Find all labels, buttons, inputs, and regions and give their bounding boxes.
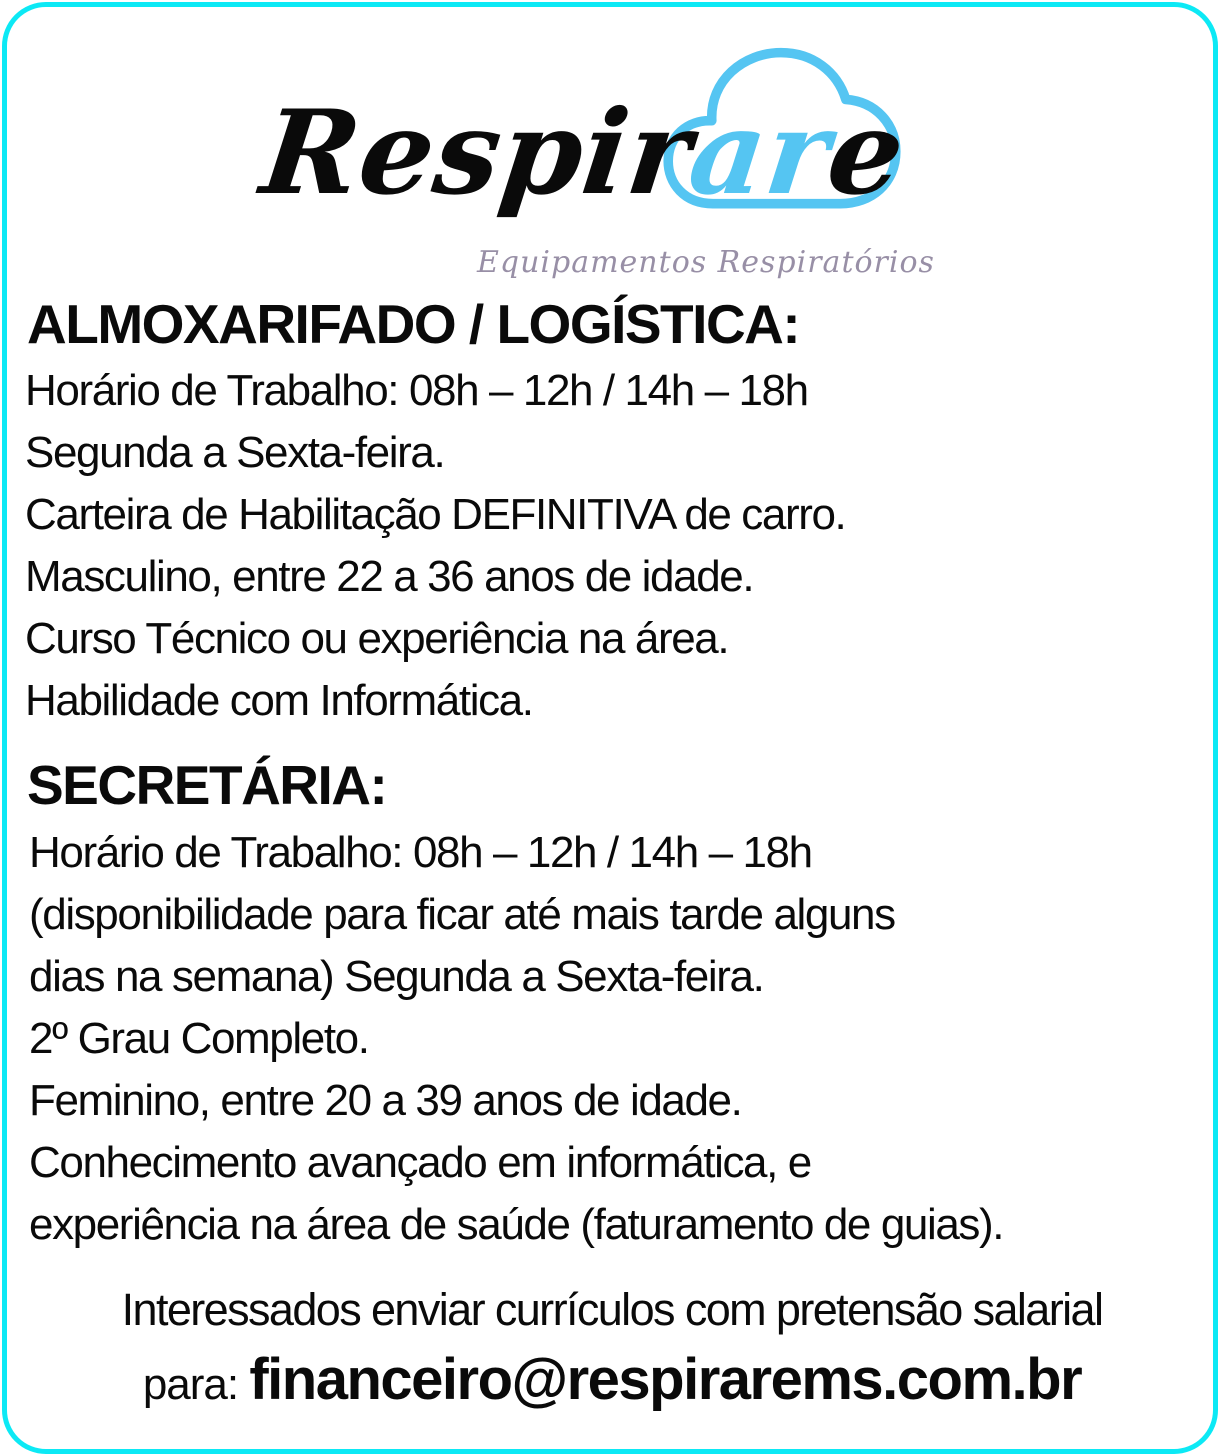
job-detail-line: Habilidade com Informática. xyxy=(25,676,533,726)
brand-wordmark xyxy=(254,85,913,221)
job-detail-line: 2º Grau Completo. xyxy=(29,1013,369,1063)
job-detail-line: Horário de Trabalho: 08h – 12h / 14h – 18h xyxy=(29,827,812,877)
footer-instruction: Interessados enviar currículos com pretensão salarial xyxy=(121,1283,1103,1335)
brand-part-black1: Respir xyxy=(254,85,700,221)
flyer-card xyxy=(2,2,1218,1454)
section-heading: ALMOXARIFADO / LOGÍSTICA: xyxy=(27,293,800,355)
job-detail-line: Carteira de Habilitação DEFINITIVA de carro. xyxy=(25,490,846,540)
brand-tagline: Equipamentos Respiratórios xyxy=(477,245,935,280)
job-detail-line: Horário de Trabalho: 08h – 12h / 14h – 18h xyxy=(25,366,808,416)
job-detail-line: experiência na área de saúde (faturamento de guias). xyxy=(29,1199,1004,1249)
flyer-content xyxy=(7,7,1213,1413)
footer xyxy=(25,1284,1199,1413)
contact-email: financeiro@respirarems.com.br xyxy=(249,1346,1082,1412)
job-detail-line: Curso Técnico ou experiência na área. xyxy=(25,614,729,664)
brand-part-blue: ar xyxy=(682,85,838,221)
job-detail-line: dias na semana) Segunda a Sexta-feira. xyxy=(29,951,764,1001)
footer-contact-prefix: para: xyxy=(142,1359,250,1409)
job-detail-line: Feminino, entre 20 a 39 anos de idade. xyxy=(29,1075,742,1125)
job-detail-line: (disponibilidade para ficar até mais tarde alguns xyxy=(29,889,895,939)
section-almoxarifado xyxy=(25,295,1199,732)
section-secretaria xyxy=(25,756,1199,1255)
logo xyxy=(25,23,1199,295)
job-detail-line: Conhecimento avançado em informática, e xyxy=(29,1137,811,1187)
job-detail-line: Segunda a Sexta-feira. xyxy=(25,428,445,478)
job-detail-line: Masculino, entre 22 a 36 anos de idade. xyxy=(25,552,754,602)
section-heading: SECRETÁRIA: xyxy=(27,754,387,817)
brand-part-black2: e xyxy=(820,85,913,221)
footer-contact xyxy=(25,1346,1199,1413)
